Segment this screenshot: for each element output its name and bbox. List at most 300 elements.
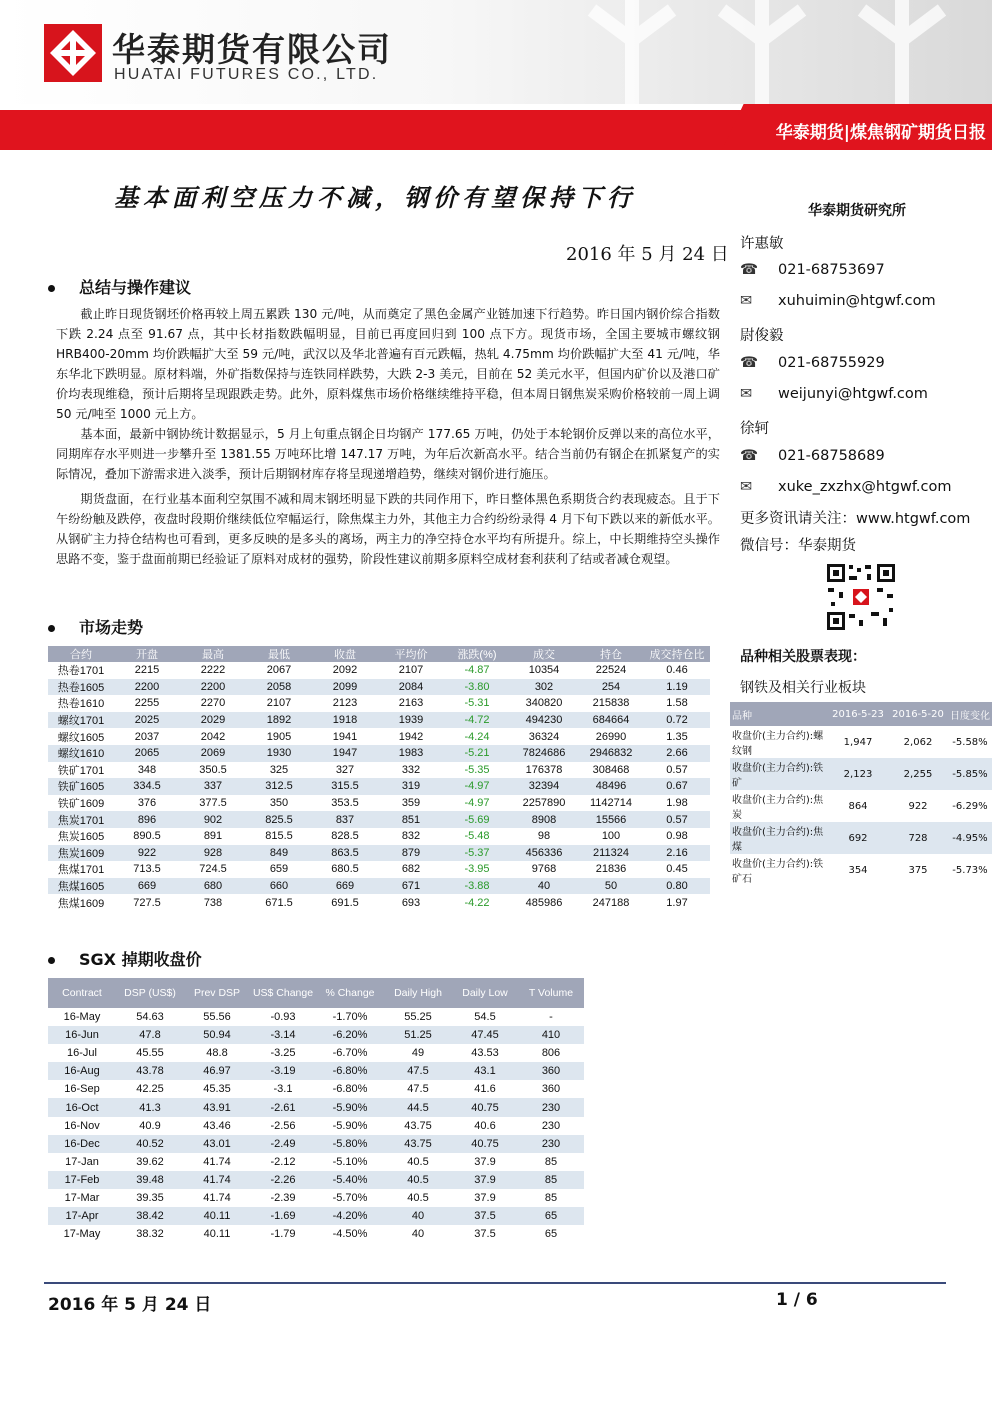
table-cell: 815.5 [265, 830, 293, 843]
table-cell: 350.5 [199, 763, 227, 776]
table-cell: 2215 [134, 664, 160, 677]
table-cell: 1947 [312, 745, 378, 762]
table-cell: 1905 [266, 730, 292, 743]
table-cell: 螺纹1605 [57, 731, 105, 744]
column-header: 涨跌(%) [444, 646, 510, 662]
table-cell: 16-Jun [48, 1026, 116, 1044]
table-cell: 7824686 [510, 745, 578, 762]
table-cell: 669 [312, 878, 378, 895]
table-cell: 348 [137, 763, 157, 776]
table-cell: 0.72 [644, 712, 710, 729]
table-cell: -5.90% [332, 1119, 368, 1132]
table-cell: 2257890 [522, 797, 566, 810]
table-cell: 485986 [525, 896, 563, 909]
phone-number: 021-68755929 [778, 355, 885, 371]
table-cell: 65 [544, 1228, 558, 1241]
table-cell: -5.37 [444, 845, 510, 862]
wechat-id: 微信号：华泰期货 [740, 538, 856, 554]
table-cell: 98 [537, 830, 551, 843]
table-cell: 44.5 [384, 1098, 452, 1116]
table-cell: -4.95% [948, 822, 992, 854]
table-cell: -6.70% [332, 1047, 368, 1060]
table-cell: 螺纹1701 [48, 712, 114, 729]
table-cell: -4.87 [464, 664, 490, 677]
table-cell: 21836 [595, 863, 627, 876]
table-cell: 39.62 [136, 1155, 164, 1168]
table-cell: 2029 [180, 712, 246, 729]
table-cell: 354 [848, 864, 868, 876]
table-cell: 1,947 [843, 736, 873, 748]
table-cell: 230 [541, 1119, 561, 1132]
table-cell: 377.5 [199, 797, 227, 810]
table-cell: 16-Oct [48, 1098, 116, 1116]
table-cell: 40.5 [384, 1171, 452, 1189]
table-cell: 340820 [525, 697, 563, 710]
table-cell: 收盘价(主力合约):铁矿 [730, 758, 828, 790]
table-row [48, 828, 710, 845]
table-cell: 38.42 [116, 1207, 184, 1225]
table-cell: 45.55 [136, 1047, 164, 1060]
table-cell: 1.35 [666, 730, 688, 743]
table-cell: 0.57 [644, 811, 710, 828]
table-cell: 焦煤1609 [57, 897, 105, 910]
contact-name: 尉俊毅 [740, 328, 784, 344]
table-cell: 832 [401, 830, 421, 843]
table-row [48, 1225, 584, 1243]
table-cell: 684664 [578, 712, 644, 729]
table-row [48, 1062, 584, 1080]
table-cell: 230 [518, 1098, 584, 1116]
table-cell: -1.79 [270, 1228, 296, 1241]
table-cell: 2946832 [578, 745, 644, 762]
table-row [48, 1207, 584, 1225]
table-cell: 1892 [246, 712, 312, 729]
table-cell: 671 [378, 878, 444, 895]
table-row [48, 712, 710, 729]
table-cell: 0.67 [644, 778, 710, 795]
table-cell: 42.25 [136, 1083, 164, 1096]
table-cell: 16-May [63, 1011, 101, 1024]
table-row [48, 1153, 584, 1171]
table-cell: 359 [401, 797, 421, 810]
mail-icon: ✉ [740, 479, 753, 495]
table-cell: 319 [378, 778, 444, 795]
table-cell: 45.35 [203, 1083, 231, 1096]
contact-name: 徐轲 [740, 421, 769, 437]
table-cell: 0.98 [666, 830, 688, 843]
table-cell: 1942 [398, 730, 424, 743]
table-cell: 724.5 [199, 863, 227, 876]
table-cell: 337 [180, 778, 246, 795]
company-name-en: HUATAI FUTURES CO., LTD. [114, 66, 379, 83]
table-cell: 47.45 [452, 1026, 518, 1044]
table-row [48, 1171, 584, 1189]
report-title: 基本面利空压力不减，钢价有望保持下行 [114, 183, 636, 212]
table-cell: 41.74 [184, 1171, 250, 1189]
table-cell: 863.5 [312, 845, 378, 862]
table-cell: 焦炭1605 [57, 831, 105, 844]
table-cell: 焦煤1701 [57, 864, 105, 877]
table-row [730, 790, 992, 822]
table-cell: -5.31 [464, 697, 490, 710]
table-cell: 728 [888, 822, 948, 854]
table-cell: 43.46 [203, 1119, 231, 1132]
table-cell: 851 [378, 811, 444, 828]
table-cell: 17-May [63, 1228, 101, 1241]
table-cell: 55.25 [404, 1011, 432, 1024]
table-cell: 17-Feb [48, 1171, 116, 1189]
table-cell: 660 [246, 878, 312, 895]
table-cell: 315.5 [312, 778, 378, 795]
table-cell: 40.5 [407, 1155, 429, 1168]
table-cell: -1.69 [250, 1207, 316, 1225]
table-cell: 2058 [246, 679, 312, 696]
column-header: 最低 [246, 646, 312, 662]
table-cell: 693 [401, 896, 421, 909]
table-cell: -5.10% [332, 1155, 368, 1168]
table-cell: 43.75 [384, 1135, 452, 1153]
table-cell: 376 [137, 797, 157, 810]
more-info-link[interactable]: 更多资讯请关注：www.htgwf.com [740, 511, 971, 527]
contact-email[interactable] [740, 386, 928, 402]
table-cell: 50 [578, 878, 644, 895]
table-cell: -4.50% [332, 1228, 368, 1241]
table-cell: 55.56 [203, 1011, 231, 1024]
table-cell: 176378 [525, 763, 563, 776]
table-cell: 47.8 [116, 1026, 184, 1044]
table-cell: 1918 [312, 712, 378, 729]
page-header [0, 0, 992, 104]
contact-name: 许惠敏 [740, 236, 784, 252]
table-cell: 922 [114, 845, 180, 862]
table-cell: 828.5 [331, 830, 359, 843]
column-header: 成交 [510, 646, 578, 662]
section-market [48, 615, 143, 638]
table-cell: 669 [114, 878, 180, 895]
mail-icon: ✉ [740, 386, 753, 402]
table-cell: 0.80 [644, 878, 710, 895]
table-header-row [48, 978, 584, 1008]
sgx-table [48, 978, 584, 1243]
table-cell: 焦炭1701 [48, 811, 114, 828]
phone-number: 021-68758689 [778, 448, 885, 464]
table-cell: 2107 [398, 664, 424, 677]
company-name-cn: 华泰期货有限公司 [112, 30, 392, 69]
table-cell: 37.5 [452, 1207, 518, 1225]
table-cell: -2.12 [270, 1155, 296, 1168]
table-cell: 1.98 [666, 797, 688, 810]
table-cell: 41.3 [116, 1098, 184, 1116]
table-cell: 48496 [578, 778, 644, 795]
table-cell: 727.5 [133, 896, 161, 909]
table-cell: 49 [411, 1047, 425, 1060]
phone-number: 021-68753697 [778, 262, 885, 278]
paragraph: 基本面，最新中钢协统计数据显示，5 月上旬重点钢企日均钢产 177.65 万吨，仍处于本轮钢价反弹以来的高位水平，同期库存水平则进一步攀升至 1381.55 万吨环比增 147.17 万吨，为年后次新高水平。结合当前仍有钢企在抓紧复产的实际情况，叠加下游需求进入淡季，预计后期钢材库存将呈现递增趋势，继续对钢价进行施压。 [56, 427, 720, 481]
contact-email[interactable] [740, 293, 936, 309]
table-row [730, 822, 992, 854]
table-cell: 40.75 [452, 1135, 518, 1153]
table-cell: -3.95 [464, 863, 490, 876]
table-cell: 36324 [528, 730, 560, 743]
table-cell: 40.11 [203, 1228, 231, 1241]
table-cell: 325 [269, 763, 289, 776]
column-header: 品种 [730, 702, 828, 726]
table-cell: -0.93 [270, 1011, 296, 1024]
table-row [730, 854, 992, 886]
page-number: 1 / 6 [776, 1290, 818, 1310]
table-cell: 353.5 [331, 797, 359, 810]
contact-phone [740, 262, 885, 278]
table-row [48, 1044, 584, 1062]
table-cell: 375 [908, 864, 928, 876]
phone-icon: ☎ [740, 262, 759, 278]
table-row [48, 1080, 584, 1098]
table-cell: 41.74 [203, 1155, 231, 1168]
column-header: 2016-5-23 [828, 702, 888, 726]
column-header: 合约 [48, 646, 114, 662]
table-cell: -5.21 [444, 745, 510, 762]
table-cell: 738 [203, 896, 223, 909]
market-table [48, 646, 710, 911]
table-cell: 22524 [595, 664, 627, 677]
table-cell: 16-Nov [64, 1119, 100, 1132]
table-cell: 692 [828, 822, 888, 854]
phone-icon: ☎ [740, 355, 759, 371]
table-cell: 39.35 [136, 1191, 164, 1204]
table-cell: 15566 [578, 811, 644, 828]
header-decoration [572, 0, 992, 104]
table-row [48, 795, 710, 812]
table-row [48, 811, 710, 828]
table-cell: 2.16 [644, 845, 710, 862]
table-cell: 螺纹1610 [48, 745, 114, 762]
table-cell: 16-Dec [48, 1135, 116, 1153]
table-cell: - [549, 1011, 553, 1024]
table-cell: 254 [578, 679, 644, 696]
table-cell: 43.53 [471, 1047, 499, 1060]
table-cell: 2,062 [903, 736, 933, 748]
column-header: US$ Change [250, 978, 316, 1008]
table-cell: 2200 [180, 679, 246, 696]
table-cell: 302 [510, 679, 578, 696]
table-cell: 2025 [114, 712, 180, 729]
section-sgx [48, 947, 202, 970]
table-cell: 40.52 [116, 1135, 184, 1153]
table-row [48, 728, 710, 745]
section-title: 市场走势 [79, 618, 144, 637]
table-cell: 334.5 [114, 778, 180, 795]
table-cell: 39.48 [116, 1171, 184, 1189]
column-header: T Volume [518, 978, 584, 1008]
table-cell: 308468 [592, 763, 630, 776]
table-cell: 1.58 [666, 697, 688, 710]
table-cell: 40 [510, 878, 578, 895]
table-cell: 2,123 [828, 758, 888, 790]
table-cell: -2.26 [250, 1171, 316, 1189]
table-cell: 806 [541, 1047, 561, 1060]
section-summary [48, 275, 191, 298]
company-logo [44, 24, 102, 82]
table-cell: 896 [114, 811, 180, 828]
table-cell: 890.5 [133, 830, 161, 843]
table-cell: -5.40% [316, 1171, 384, 1189]
table-cell: 2200 [114, 679, 180, 696]
table-cell: 2037 [134, 730, 160, 743]
table-cell: 2065 [114, 745, 180, 762]
email-address[interactable]: xuhuimin@htgwf.com [778, 293, 936, 309]
table-cell: 43.1 [452, 1062, 518, 1080]
table-row [48, 894, 710, 911]
table-cell: -5.69 [444, 811, 510, 828]
table-cell: 40.9 [139, 1119, 161, 1132]
mail-icon: ✉ [740, 293, 753, 309]
table-row [48, 845, 710, 862]
table-cell: -5.35 [464, 763, 490, 776]
footer-date: 2016 年 5 月 24 日 [48, 1295, 212, 1315]
table-cell: 2092 [332, 664, 358, 677]
table-row [48, 762, 710, 779]
table-cell: 864 [848, 800, 868, 812]
table-cell: -4.22 [464, 896, 490, 909]
table-cell: 825.5 [246, 811, 312, 828]
table-cell: -2.39 [270, 1191, 296, 1204]
table-cell: 327 [335, 763, 355, 776]
table-row [48, 778, 710, 795]
column-header: 开盘 [114, 646, 180, 662]
table-cell: 43.75 [404, 1119, 432, 1132]
table-cell: 32394 [510, 778, 578, 795]
table-cell: 902 [180, 811, 246, 828]
table-cell: 46.97 [184, 1062, 250, 1080]
table-cell: 230 [518, 1135, 584, 1153]
table-cell: 312.5 [246, 778, 312, 795]
table-cell: -3.88 [444, 878, 510, 895]
table-cell: 891 [203, 830, 223, 843]
table-cell: 680.5 [331, 863, 359, 876]
table-cell: 17-Jan [65, 1155, 99, 1168]
table-cell: 713.5 [133, 863, 161, 876]
email-address[interactable]: xuke_zxzhx@htgwf.com [778, 479, 952, 495]
table-cell: -4.24 [464, 730, 490, 743]
column-header: Daily Low [452, 978, 518, 1008]
table-cell: 360 [518, 1062, 584, 1080]
table-cell: 51.25 [384, 1026, 452, 1044]
table-cell: 40 [411, 1228, 425, 1241]
table-cell: 922 [908, 800, 928, 812]
table-cell: 928 [180, 845, 246, 862]
table-cell: 1142714 [589, 797, 632, 810]
paragraph: 截止昨日现货钢坯价格再较上周五累跌 130 元/吨，从而奠定了黑色金属产业链加速下行趋势。昨日国内钢价综合指数下跌 2.24 点至 91.67 点，其中长材指数跌幅明显，目前已再度回归到 100 点下方。现货市场，全国主要城市螺纹钢 HRB400-20mm 均价跌幅扩大至 59 元/吨，武汉以及华北普遍有百元跌幅，热轧 4.75mm 均价跌幅扩大至 41 元/吨，华东华北下跌明显。原材料端，外矿指数保持与连铁同样跌势，大跌 2-3 美元，目前在 52 美元水平，但国内矿价以及港口矿价均表现维稳，预计后期将呈现跟跌走势。此外，原料煤焦市场价格继续维持平稳，但本周日钢焦炭采购价格较前一周上调 50 元/吨至 1000 元上方。 [56, 307, 720, 421]
table-cell: -5.90% [316, 1098, 384, 1116]
bullet-icon [48, 625, 55, 632]
table-cell: 47.5 [407, 1083, 429, 1096]
table-cell: 85 [544, 1155, 558, 1168]
table-cell: 0.46 [666, 664, 688, 677]
table-cell: -5.58% [952, 736, 988, 748]
column-header: 平均价 [378, 646, 444, 662]
table-cell: -6.29% [952, 800, 988, 812]
table-row [48, 745, 710, 762]
report-date: 2016 年 5 月 24 日 [566, 244, 729, 265]
table-cell: 43.78 [116, 1062, 184, 1080]
table-header-row [48, 646, 710, 662]
footer-divider [44, 1282, 946, 1284]
table-cell: 热卷1610 [57, 698, 105, 711]
table-row [48, 1189, 584, 1207]
table-cell: -4.97 [444, 778, 510, 795]
institute-name: 华泰期货研究所 [808, 203, 906, 219]
table-cell: 100 [601, 830, 621, 843]
table-cell: 0.45 [666, 863, 688, 876]
table-cell: -6.20% [316, 1026, 384, 1044]
table-cell: 682 [401, 863, 421, 876]
column-header: DSP (US$) [116, 978, 184, 1008]
table-cell: 494230 [510, 712, 578, 729]
table-cell: -5.85% [948, 758, 992, 790]
table-cell: 247188 [592, 896, 630, 909]
bullet-icon [48, 285, 55, 292]
column-header: 持仓 [578, 646, 644, 662]
table-cell: -2.49 [250, 1135, 316, 1153]
table-cell: 10354 [528, 664, 560, 677]
table-cell: -5.70% [332, 1191, 368, 1204]
column-header: Daily High [384, 978, 452, 1008]
table-cell: 37.9 [474, 1191, 496, 1204]
table-cell: 2270 [200, 697, 226, 710]
table-row [48, 695, 710, 712]
contact-email[interactable] [740, 479, 951, 495]
column-header: % Change [316, 978, 384, 1008]
table-cell: 47.5 [384, 1062, 452, 1080]
table-cell: 350 [269, 797, 289, 810]
table-cell: 2.66 [644, 745, 710, 762]
table-cell: 332 [401, 763, 421, 776]
table-cell: 铁矿1701 [57, 764, 105, 777]
table-cell: 54.5 [474, 1011, 496, 1024]
table-cell: 收盘价(主力合约):焦炭 [732, 795, 824, 821]
table-cell: 659 [269, 863, 289, 876]
table-cell: -3.80 [444, 679, 510, 696]
table-cell: -2.61 [250, 1098, 316, 1116]
table-cell: 收盘价(主力合约):螺纹钢 [732, 731, 824, 757]
email-address[interactable]: weijunyi@htgwf.com [778, 386, 928, 402]
table-cell: 0.57 [666, 763, 688, 776]
table-cell: 85 [518, 1171, 584, 1189]
table-cell: 2084 [378, 679, 444, 696]
table-cell: 2255 [134, 697, 160, 710]
table-cell: 65 [518, 1207, 584, 1225]
table-cell: 热卷1701 [57, 665, 105, 678]
table-cell: 211324 [578, 845, 644, 862]
table-cell: -4.72 [444, 712, 510, 729]
column-header: 成交持仓比 [644, 646, 710, 662]
table-row [48, 1026, 584, 1044]
table-cell: 1939 [378, 712, 444, 729]
report-tag: 华泰期货|煤焦钢矿期货日报 [775, 123, 986, 143]
table-cell: 48.8 [206, 1047, 228, 1060]
table-cell: -5.80% [316, 1135, 384, 1153]
table-cell: 2107 [266, 697, 292, 710]
table-cell: 50.94 [184, 1026, 250, 1044]
table-cell: -4.20% [316, 1207, 384, 1225]
column-header: 收盘 [312, 646, 378, 662]
column-header: 最高 [180, 646, 246, 662]
table-cell: -3.19 [250, 1062, 316, 1080]
table-cell: 8908 [510, 811, 578, 828]
table-cell: 37.9 [474, 1155, 496, 1168]
table-cell: 2069 [180, 745, 246, 762]
table-row [48, 1008, 584, 1026]
